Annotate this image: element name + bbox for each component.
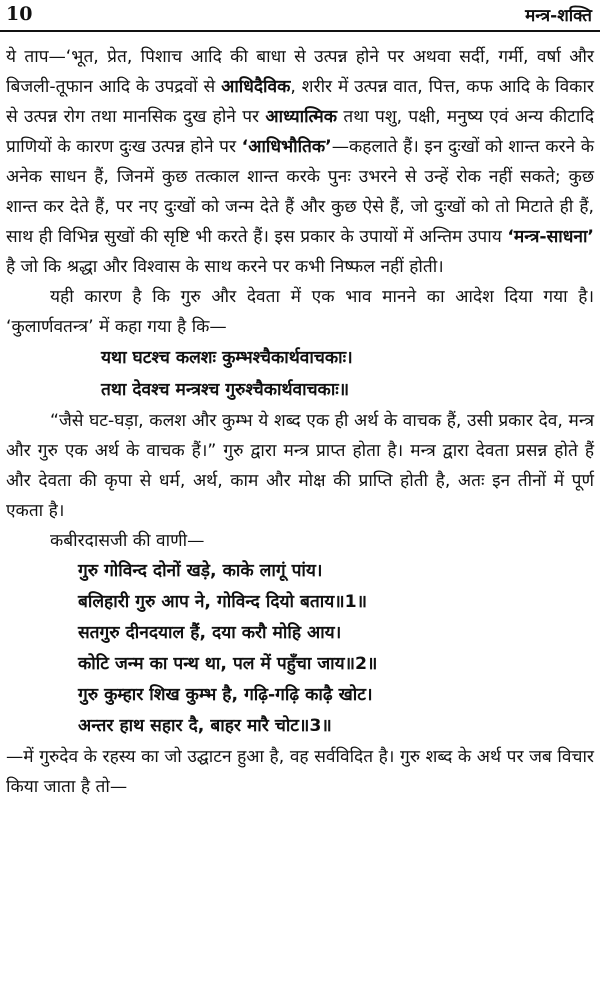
running-title: मन्त्र-शक्ति: [525, 6, 592, 26]
page-header: [0, 0, 600, 32]
paragraph-2: यही कारण है कि गुरु और देवता में एक भाव मानने का आदेश दिया गया है। ‘कुलार्णवतन्त्र’ में कहा गया है कि—: [6, 287, 594, 337]
paragraph-3: “जैसे घट-घड़ा, कलश और कुम्भ ये शब्द एक ही अर्थ के वाचक हैं, उसी प्रकार देव, मन्त्र और गुरु एक अर्थ के वाचक हैं।” गुरु द्वारा मन्त्र प्राप्त होता है। मन्त्र द्वारा देवता प्रसन्न होते हैं और देवता की कृपा से धर्म, अर्थ, काम और मोक्ष की प्राप्ति होती है, अतः इन तीनों में पूर्ण एकता है।: [6, 411, 594, 521]
text-run: —कहलाते हैं। इन दुःखों को शान्त करने के अनेक साधन हैं, जिनमें कुछ तत्काल शान्त करके पुनः उभरने से उन्हें रोक नहीं सकते; कुछ शान्त कर देते हैं, पर नए दुःखों को जन्म देते हैं और कुछ ऐसे हैं, जो दुःखों को तो मिटाते ही हैं, साथ ही विभिन्न सुखों की सृष्टि भी करते हैं। इस प्रकार के उपायों में अन्तिम उपाय: [6, 137, 594, 247]
text-run: , शरीर में उत्पन्न वात, पित्त, कफ आदि के विकार से उत्पन्न रोग तथा मानसिक दुख होने पर: [6, 77, 594, 127]
header-rule: [0, 30, 600, 32]
bold-term-adhibhautik: ‘आधिभौतिक’: [241, 137, 332, 157]
paragraph-5: —में गुरुदेव के रहस्य का जो उद्घाटन हुआ है, वह सर्वविदित है। गुरु शब्द के अर्थ पर जब विचार किया जाता है तो—: [6, 747, 594, 797]
doha-line: कोटि जन्म का पन्थ था, पल में पहुँचा जाय॥2॥: [78, 654, 378, 674]
bold-term-adhyatmik: आध्यात्मिक: [265, 107, 338, 127]
text-run: ये ताप—‘भूत, प्रेत, पिशाच आदि की बाधा से उत्पन्न होने पर अथवा सर्दी, गर्मी, वर्षा और बिजली-तूफान आदि के उपद्रवों से: [6, 47, 594, 97]
doha-line: गुरु कुम्हार शिख कुम्भ है, गढ़ि-गढ़ि काढ़ै खोट।: [78, 685, 373, 705]
page-body: [6, 42, 594, 802]
text-run: है जो कि श्रद्धा और विश्वास के साथ करने पर कभी निष्फल नहीं होती।: [6, 257, 444, 277]
shloka-line: तथा देवश्च मन्त्रश्च गुरुश्चैकार्थवाचकाः॥: [101, 380, 350, 400]
shloka-line: यथा घटश्च कलशः कुम्भश्चैकार्थवाचकाः।: [101, 348, 353, 368]
paragraph-4: कबीरदासजी की वाणी—: [50, 531, 205, 551]
doha-line: अन्तर हाथ सहार दै, बाहर मारै चोट॥3॥: [78, 716, 332, 736]
bold-term-adhidaivik: आधिदैविक: [221, 77, 291, 97]
doha-block: [6, 556, 594, 742]
shloka-block: [6, 342, 594, 406]
doha-line: गुरु गोविन्द दोनों खड़े, काके लागूं पांय।: [78, 561, 323, 581]
page-number: 10: [6, 3, 33, 25]
doha-line: बलिहारी गुरु आप ने, गोविन्द दियो बताय॥1॥: [78, 592, 367, 612]
bold-term-mantra-sadhana: ‘मन्त्र-साधना’: [507, 227, 594, 247]
text-run: तथा पशु, पक्षी, मनुष्य एवं अन्य कीटादि प्राणियों के कारण दुःख उत्पन्न होने पर: [6, 107, 595, 157]
doha-line: सतगुरु दीनदयाल हैं, दया करौ मोहि आय।: [78, 623, 342, 643]
paragraph-1: [6, 42, 594, 282]
